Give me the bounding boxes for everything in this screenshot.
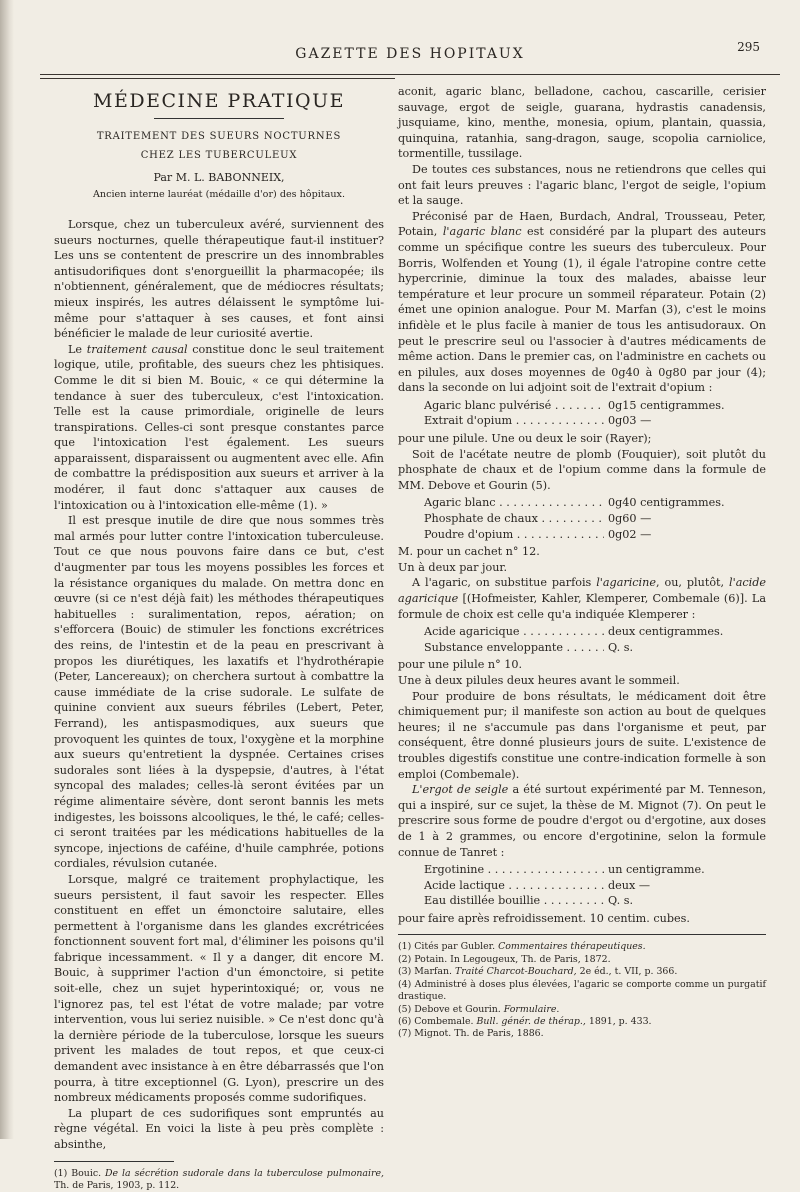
paragraph: aconit, agaric blanc, belladone, cachou, cascarille, cerisier sauvage, ergot de seigle, guarana, hydrastis canadensis, jusquiame, kino, menthe, monesia, opium, plantain, quassia, quinquina, ratanhia, sang-dragon, sauge, scopolia carniolice, tormentille, tussilage. — [398, 85, 766, 161]
footnote: (2) Potain. In Legougeux, Th. de Paris, 1872. — [398, 953, 611, 965]
paragraph: L'ergot de seigle a été surtout expérimenté par M. Tenneson, qui a inspiré, sur ce sujet, la thèse de M. Mignot (7). On peut le prescrire sous forme de poudre d'ergot ou d'ergotine, aux doses de 1 à 2 grammes, ou encore d'ergotinine, selon la formule connue de Tanret : — [398, 783, 767, 859]
footnote: (5) Debove et Gourin. Formulaire. — [398, 1003, 560, 1015]
footnotes-right — [398, 941, 766, 1040]
right-column — [398, 84, 766, 1041]
page-header — [60, 40, 760, 70]
paragraph: Une à deux pilules deux heures avant le sommeil. — [398, 673, 680, 687]
paragraph: Pour produire de bons résultats, le médicament doit être chimiquement pur; il manifeste son action au bout de quelques heures; il ne s'accumule pas dans l'organisme et peut, par conséquent, être donné plusieurs jours de suite. L'existence de troubles digestifs constitue une contre-indication formelle à son emploi (Combemale). — [398, 689, 766, 781]
article-author: Par M. L. BABONNEIX, — [153, 170, 285, 184]
footnote: (3) Marfan. Traité Charcot-Bouchard, 2e éd., t. VII, p. 366. — [398, 966, 678, 978]
formula-line: Acide agaricique . . . deux centigrammes. — [424, 624, 766, 640]
formula-line: Ergotinine . . . un centigramme. — [424, 862, 766, 878]
article-title-line-1: TRAITEMENT DES SUEURS NOCTURNES — [96, 130, 342, 142]
paragraph: Soit de l'acétate neutre de plomb (Fouquier), soit plutôt du phosphate de chaux et de l'opium comme dans la formule de MM. Debove et Gourin (5). — [398, 447, 766, 492]
formula-line: Agaric blanc . . . 0g40 centigrammes. — [424, 495, 766, 511]
paragraph: Lorsque, chez un tuberculeux avéré, surviennent des sueurs nocturnes, quelle thérapeutique faut-il instituer? Les uns se contentent de prescrire un des innombrables antisudorifiques dont s'enorgueillit la pharmacopée; ils n'obtiennent, généralement, que de médiocres résultats; mieux inspirés, les autres délaissent le symptôme lui-même pour s'attaquer à ses causes, et font ainsi bénéficier le malade de leur curiosité avertie. — [54, 217, 384, 341]
left-column — [54, 84, 384, 1192]
paragraph: Préconisé par de Haen, Burdach, Andral, Trousseau, Peter, Potain, l'agaric blanc est considéré par la plupart des auteurs comme un spécifique contre les sueurs des tuberculeux. Pour Borris, Wolfenden et Young (1), il égale l'atropine contre cette hypercrinie, diminue la toux des malades, abaisse leur température et leur procure un sommeil réparateur. Potain (2) émet une opinion analogue. Pour M. Marfan (3), c'est le moins infidèle et le plus facile à manier de tous les antisudoraux. On peut le prescrire seul ou l'associer à d'autres médicaments de même action. Dans le premier cas, on l'administre en cachets ou en pilules, aux doses moyennes de 0g40 à 0g80 par jour (4); dans la seconde on lui adjoint soit de l'extrait d'opium : — [398, 209, 766, 395]
paragraph: A l'agaric, on substitue parfois l'agaricine, ou, plutôt, l'acide agaricique [(Hofmeister, Kahler, Klemperer, Combemale (6)]. La formule de choix est celle qu'a indiquée Klemperer : — [398, 576, 766, 621]
formula-line: Poudre d'opium . . . 0g02 — — [424, 527, 766, 543]
footnote: (4) Administré à doses plus élevées, l'agaric se comporte comme un purgatif drastique. — [398, 978, 766, 1003]
paragraph: pour faire après refroidissement. 10 centim. cubes. — [398, 911, 690, 925]
formula-3 — [424, 624, 766, 655]
paragraph: M. pour un cachet n° 12. — [398, 545, 540, 559]
footnote: (1) Cités par Gubler. Commentaires thérapeutiques. — [398, 941, 646, 953]
paragraph: La plupart de ces sudorifiques sont empruntés au règne végétal. En voici la liste à peu près complète : absinthe, — [54, 1106, 384, 1151]
formula-line: Acide lactique . . . deux — — [424, 878, 766, 894]
paragraph: pour une pilule n° 10. — [398, 658, 523, 672]
formula-line: Eau distillée bouillie . . . Q. s. — [424, 893, 766, 909]
footnote-rule — [54, 1161, 174, 1162]
formula-line: Agaric blanc pulvérisé . . . 0g15 centigrammes. — [424, 398, 766, 414]
footnote-rule — [398, 934, 766, 935]
running-title: GAZETTE DES HOPITAUX — [295, 46, 525, 62]
footnote: (7) Mignot. Th. de Paris, 1886. — [398, 1028, 544, 1040]
formula-2 — [424, 495, 766, 542]
header-rule-top — [40, 74, 780, 75]
paragraph: Le traitement causal constitue donc le seul traitement logique, utile, profitable, des sueurs chez les phtisiques. Comme le dit si bien M. Bouic, « ce qui détermine la tendance à suer des tuberculeux, c'est l'intoxication. Telle est la cause primordiale, originelle de leurs transpirations. Celles-ci sont presque constantes parce que l'intoxication l'est également. Les sueurs apparaissent, disparaissent ou augmentent avec elle. Afin de combattre la prédisposition aux sueurs et arriver à la modérer, il faut donc s'attaquer aux causes de l'intoxication ou à l'intoxication elle-même (1). » — [54, 342, 385, 512]
header-rule-bottom — [40, 78, 395, 79]
formula-1 — [424, 398, 766, 429]
author-affiliation: Ancien interne lauréat (médaille d'or) des hôpitaux. — [93, 189, 345, 201]
formula-line: Phosphate de chaux . . . 0g60 — — [424, 511, 766, 527]
paragraph: De toutes ces substances, nous ne retiendrons que celles qui ont fait leurs preuves : l'agaric blanc, l'ergot de seigle, l'opium et la sauge. — [398, 162, 766, 208]
section-rule — [154, 118, 284, 119]
footnote: (6) Combemale. Bull. génér. de thérap., 1891, p. 433. — [398, 1015, 652, 1027]
footnotes-left — [54, 1168, 384, 1192]
footnote: (1) Bouic. De la sécrétion sudorale dans la tuberculose pulmonaire, Th. de Paris, 1903, p. 112. — [54, 1167, 384, 1191]
formula-line: Extrait d'opium . . . 0g03 — — [424, 413, 766, 429]
paragraph: Lorsque, malgré ce traitement prophylactique, les sueurs persistent, il faut savoir les respecter. Elles constituent en effet un émonctoire salutaire, elles permettent à l'organisme dans les glandes excrétricées fonctionnent souvent fort mal, d'éliminer les poisons qu'il fabrique incessamment. « Il y a danger, dit encore M. Bouic, à supprimer l'action d'un émonctoire, si petite soit-elle, chez un sujet hyperintoxiqué; or, vous ne l'ignorez pas, tel est l'état de votre malade; par votre intervention, vous lui seriez nuisible. » Ce n'est donc qu'à la dernière période de la tuberculose, lorsque les sueurs privent les malades de tout repos, et que ceux-ci demandent avec insistance à en être débarrassés que l'on pourra, à titre exceptionnel (G. Lyon), prescrire un des nombreux médicaments proposés comme sudorifiques. — [54, 872, 384, 1105]
formula-line: Substance enveloppante . . . Q. s. — [424, 640, 766, 656]
page-spine-shadow — [0, 0, 14, 1139]
article-title-line-2: CHEZ LES TUBERCULEUX — [140, 150, 298, 162]
paragraph: Un à deux par jour. — [398, 560, 508, 574]
page-number: 295 — [737, 40, 760, 54]
paragraph: Il est presque inutile de dire que nous sommes très mal armés pour lutter contre l'intoxication tuberculeuse. Tout ce que nous pouvons faire dans ce but, c'est d'augmenter par tous les moyens possibles les forces et la résistance organiques du malade. On mettra donc en œuvre (si ce n'est déjà fait) les méthodes thérapeutiques habituelles : suralimentation, repos, aération; on s'efforcera (Bouic) de stimuler les fonctions excrétrices des reins, de l'intestin et de la peau en prescrivant à propos les diurétiques, les laxatifs et l'hydrothérapie (Peter, Lancereaux); on cherchera surtout à combattre la cause immédiate de la crise sudorale. Le sulfate de quinine convient aux sueurs fébriles (Lebert, Peter, Ferrand), les antispasmodiques, aux sueurs que provoquent les quintes de toux, l'oxygène et la morphine aux sueurs qu'entretient la dyspnée. Certaines crises sudorales sont liées à la dyspepsie, d'autres, à l'état syncopal des malades; celles-là seront évitées par un régime alimentaire sévère, dont seront bannis les mets indigestes, les boissons alcooliques, le thé, le café; celles-ci seront traitées par les médications habituelles de la syncope, injections de caféine, d'huile camphrée, potions cordiales, révulsion cutanée. — [54, 514, 384, 871]
section-title: MÉDECINE PRATIQUE — [93, 90, 345, 112]
formula-4 — [424, 862, 766, 909]
paragraph: pour une pilule. Une ou deux le soir (Rayer); — [398, 432, 652, 446]
